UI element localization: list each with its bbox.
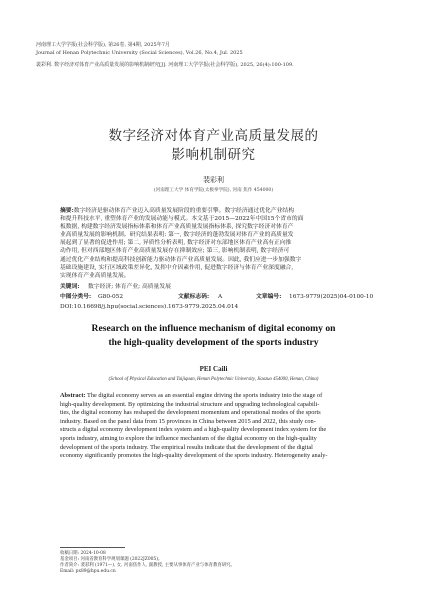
abstract-cn-line: 板数据, 构建数字经济发展指标体系和体育产业高质量发展指标体系, 探究数字经济对体育产	[60, 224, 294, 231]
abstract-en-line: The digital economy serves as an essential engine driving the sports industry into the stage of	[87, 392, 323, 399]
author-cn: 裴彩利	[203, 176, 224, 184]
footnote-email: Email: px89@hpu.edu.cn	[60, 569, 116, 574]
abstract-en	[60, 392, 367, 461]
clc-value: G80-052	[98, 294, 124, 300]
abstract-cn-line: 和提升科技水平, 重塑体育产业的发展动能与模式。本文基于2015—2022年中国15个省市的面	[60, 216, 304, 223]
footnote-funding: 基金项目: 河南省教育科学规划课题 (2022JZ005)。	[60, 557, 163, 562]
abstract-cn-line: 业高质量发展的影响机制。研究结果表明: 第一, 数字经济的蓬勃发展对体育产业的高质量发	[60, 232, 294, 239]
abstract-cn-line: 动作用, 但对西部地区体育产业高质量发展存在抑制效应; 第三, 影响机制表明, 数字经济可	[60, 248, 290, 255]
clc-label: 中图分类号:	[60, 294, 92, 300]
abstract-cn	[60, 207, 367, 280]
abstract-en-line: high-quality development. By optimizing the industrial structure and upgrading technological capabili-	[60, 400, 320, 408]
author-en: PEI Caili	[199, 365, 228, 373]
keywords-label: 关键词:	[60, 284, 80, 290]
footnote-author-bio: 作者简介: 裴彩利 (1971—), 女, 河南焦作人, 副教授, 主要从事体育产业与体育教育研究。	[60, 563, 235, 568]
article-id-value: 1673-9779(2025)04-0100-10	[289, 294, 374, 300]
abstract-en-line: sports industry, aiming to explore the influence mechanism of the digital economy on the high-quality	[60, 434, 317, 442]
abstract-cn-line: 展起到了显著的促进作用; 第二, 异质性分析表明, 数字经济对东部地区体育产业高有正向推	[60, 240, 292, 247]
doc-code-label: 文献标志码:	[178, 294, 210, 300]
abstract-en-line: economy significantly promotes the high-quality development of the sports industry. Heterogeneity analy-	[60, 452, 328, 460]
article-id-label: 文章编号:	[256, 294, 282, 300]
doi-value: DOI:10.16698/j.hpu(social.sciences).1673-9779.2025.04.014	[60, 304, 239, 310]
abstract-en-label: Abstract:	[60, 392, 86, 399]
abstract-cn-line: 数字经济是驱动体育产业迈入高质量发展阶段的重要引擎。数字经济通过优化产业结构	[73, 208, 295, 214]
title-cn-line-2: 影响机制研究	[171, 147, 256, 163]
abstract-en-line: development of the sports industry. The empirical results indicate that the development of the digital	[60, 443, 313, 451]
citation-line: 裴彩利. 数字经济对体育产业高质量发展的影响机制研究[J]. 河南理工大学学报(社会科学版), 2025, 26(4):100-109.	[36, 62, 294, 68]
journal-header-cn: 河南理工大学学报(社会科学版), 第26卷, 第4期, 2025年7月	[36, 42, 170, 48]
footnote-received: 收稿日期: 2024-10-08	[60, 551, 106, 556]
abstract-en-line: structs a digital economy development index system and a high-quality development index system for the	[60, 426, 327, 434]
title-en-line-2: the high-quality development of the sports industry	[108, 337, 319, 348]
abstract-cn-line: 基础设施建设, 实行区域政策差异化, 发挥中介因素作用, 促进数字经济与体育产业深度融合,	[60, 264, 294, 271]
abstract-en-line: industry. Based on the panel data from 15 provinces in China between 2015 and 2022, this study con-	[60, 417, 316, 425]
footnote-rule	[60, 547, 125, 548]
title-cn-line-1: 数字经济对体育产业高质量发展的	[108, 128, 319, 144]
affiliation-cn: (河南理工大学 体育学院(太极拳学院), 河南 焦作 454000)	[153, 188, 274, 193]
abstract-en-line: ties, the digital economy has reshaped the development momentum and operational modes of the sports	[60, 409, 321, 417]
doc-code-value: A	[218, 294, 223, 300]
abstract-cn-label: 摘要:	[60, 208, 74, 214]
abstract-cn-line: 通过优化产业结构和提高科技创新能力驱动体育产业高质量发展。因此, 我们应进一步加强数字	[60, 256, 302, 263]
journal-header-en: Journal of Henan Polytechnic University (Social Sciences), Vol.26, No.4, Jul. 2025	[36, 50, 243, 56]
title-en-line-1: Research on the influence mechanism of digital economy on	[91, 323, 336, 334]
keywords-value: 数字经济; 体育产业; 高质量发展	[88, 284, 171, 290]
abstract-cn-line: 实现体育产业高质量发展。	[60, 272, 130, 279]
affiliation-en: (School of Physical Education and Taijiquan, Henan Polytechnic University, Jiaozuo 454000, Henan, China)	[108, 377, 319, 382]
